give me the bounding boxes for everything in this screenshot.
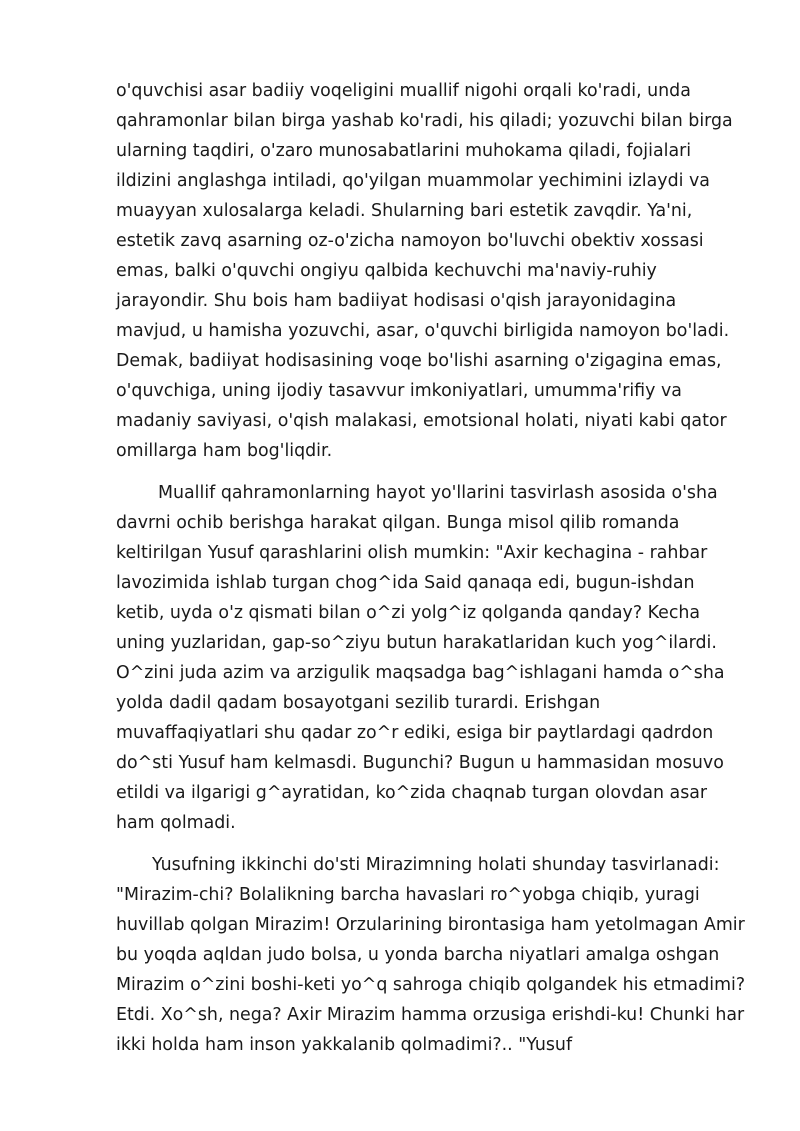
paragraph-2: Muallif qahramonlarning hayot yo'llarini tasvirlash asosida o'sha davrni ochib berishga harakat qilgan. Bunga misol qilib romanda keltirilgan Yusuf qarashlarini olish mumkin: "Axir kechagina - rahbar lavozimida ishlab turgan chog^ida Said qanaqa edi, bugun-ishdan ketib, uyda o'z qismati bilan o^zi yolg^iz qolganda qanday? Kecha uning yuzlaridan, gap-so^ziyu butun harakatlaridan kuch yog^ilardi. O^zini juda azim va arzigulik maqsadga bag^ishlagani hamda o^sha yolda dadil qadam bosayotgani sezilib turardi. Erishgan muvaffaqiyatlari shu qadar zo^r ediki, esiga bir paytlardagi qadrdon do^sti Yusuf ham kelmasdi. Bugunchi? Bugun u hammasidan mosuvo etildi va ilgarigi g^ayratidan, ko^zida chaqnab turgan olovdan asar ham qolmadi. [116,483,725,833]
paragraph-1: o'quvchisi asar badiiy voqeligini muallif nigohi orqali ko'radi, unda qahramonlar bilan birga yashab ko'radi, his qiladi; yozuvchi bilan birga ularning taqdiri, o'zaro munosabatlarini muhokama qiladi, fojialari ildizini anglashga intiladi, qo'yilgan muammolar yechimini izlaydi va muayyan xulosalarga keladi. Shularning bari estetik zavqdir. Ya'ni, estetik zavq asarning oz-o'zicha namoyon bo'luvchi obektiv xossasi emas, balki o'quvchi ongiyu qalbida kechuvchi ma'naviy-ruhiy jarayondir. Shu bois ham badiiyat hodisasi o'qish jarayonidagina mavjud, u hamisha yozuvchi, asar, o'quvchi birligida namoyon bo'ladi. Demak, badiiyat hodisasining voqe bo'lishi asarning o'zigagina emas, o'quvchiga, uning ijodiy tasavvur imkoniyatlari, umumma'rifiy va madaniy saviyasi, o'qish malakasi, emotsional holati, niyati kabi qator omillarga ham bog'liqdir. [116,81,733,461]
document-page [116,76,746,1060]
paragraph-3: Yusufning ikkinchi do'sti Mirazimning holati shunday tasvirlanadi: "Mirazim-chi? Bolalikning barcha havaslari ro^yobga chiqib, yuragi huvillab qolgan Mirazim! Orzularining birontasiga ham yetolmagan Amir bu yoqda aqldan judo bolsa, u yonda barcha niyatlari amalga oshgan Mirazim o^zini boshi-keti yo^q sahroga chiqib qolgandek his etmadimi? Etdi. Xo^sh, nega? Axir Mirazim hamma orzusiga erishdi-ku! Chunki har ikki holda ham inson yakkalanib qolmadimi?.. "Yusuf [116,855,746,1055]
